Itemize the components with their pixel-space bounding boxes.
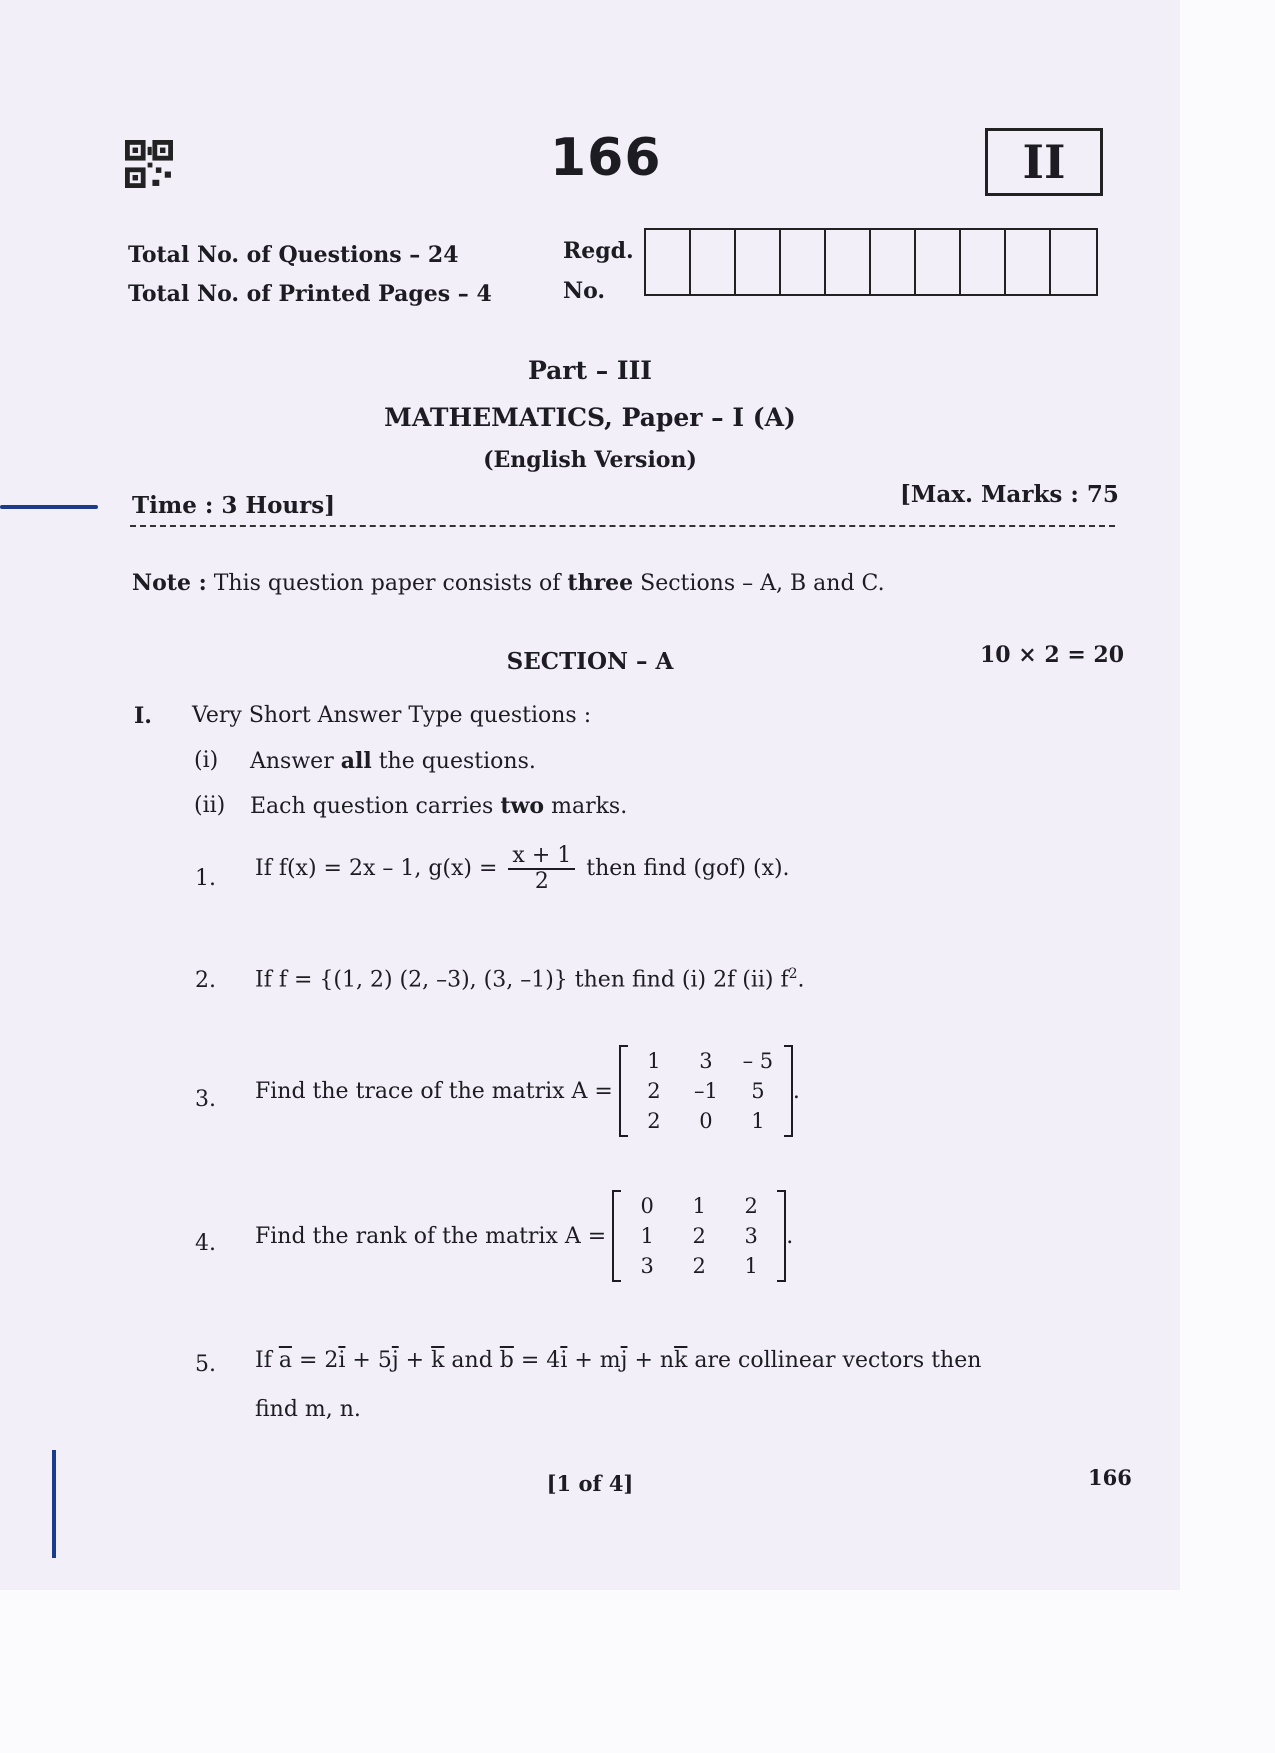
matrix: 0 1 2 1 2 3 3 2 1: [612, 1190, 786, 1282]
question-2: If f = {(1, 2) (2, –3), (3, –1)} then find (i) 2f (ii) $f^2$.: [255, 966, 805, 993]
note: [132, 570, 885, 596]
question-number: 2.: [195, 968, 216, 993]
section-marks: 10 × 2 = 20: [980, 642, 1125, 668]
registration-number-boxes[interactable]: [644, 228, 1098, 296]
question-group-number: I.: [134, 703, 152, 729]
paper-code: 166: [550, 128, 662, 188]
question-number: 4.: [195, 1231, 216, 1256]
reg-digit-box[interactable]: [691, 230, 736, 294]
note-label: Note :: [132, 570, 207, 596]
instruction-text: Each question carries two marks.: [250, 793, 628, 819]
instruction-text: Answer all the questions.: [250, 748, 536, 774]
question-number: 5.: [195, 1352, 216, 1377]
note-emphasis: three: [567, 570, 634, 596]
scan-ink-mark: [0, 505, 98, 509]
reg-digit-box[interactable]: [826, 230, 871, 294]
reg-digit-box[interactable]: [646, 230, 691, 294]
question-number: 1.: [195, 866, 216, 891]
part-title: Part – III: [527, 356, 653, 385]
note-text: This question paper consists of: [206, 571, 568, 596]
total-questions: Total No. of Questions – 24: [128, 242, 459, 268]
reg-digit-box[interactable]: [961, 230, 1006, 294]
question-group-heading: Very Short Answer Type questions :: [192, 703, 592, 728]
question-1: If f(x) = 2x – 1, g(x) = $\frac{x + 1}{2}$ then find (gof) (x).: [255, 843, 790, 894]
regd-label-line2: No.: [563, 278, 606, 304]
question-3: Find the trace of the matrix A = 1 3 – 5 2 –1 5 2 0 1 .: [255, 1045, 800, 1137]
set-number-box: II: [985, 128, 1103, 196]
scan-edge-mark: [52, 1450, 56, 1558]
question-5: If $\overline{a} = 2\overline{i} + 5\overline{j} + \overline{k}$ and $\overline{b} = 4\overline{i} + m\overline{j} + n\overline{k}$ are collinear vectors then: [255, 1348, 982, 1373]
reg-digit-box[interactable]: [1006, 230, 1051, 294]
matrix: 1 3 – 5 2 –1 5 2 0 1: [619, 1045, 793, 1137]
question-number: 3.: [195, 1087, 216, 1112]
total-pages: Total No. of Printed Pages – 4: [128, 281, 492, 307]
section-title: SECTION – A: [506, 648, 674, 675]
qr-code-icon: [125, 140, 173, 188]
max-marks: [Max. Marks : 75: [900, 481, 1119, 508]
reg-digit-box[interactable]: [916, 230, 961, 294]
fraction: $\frac{x + 1}{2}$: [508, 844, 575, 894]
note-text-end: Sections – A, B and C.: [633, 571, 885, 596]
instruction-number: (ii): [194, 793, 226, 818]
time-allowed: Time : 3 Hours]: [132, 492, 336, 519]
footer-paper-code: 166: [1088, 1465, 1132, 1490]
instruction-number: (i): [194, 748, 219, 773]
subject-title: MATHEMATICS, Paper – I (A): [384, 403, 796, 432]
reg-digit-box[interactable]: [781, 230, 826, 294]
question-4: Find the rank of the matrix A = 0 1 2 1 2 3 3 2 1 .: [255, 1190, 793, 1282]
regd-label-line1: Regd.: [563, 238, 634, 264]
version-label: (English Version): [483, 447, 697, 473]
page-indicator: [1 of 4]: [546, 1471, 634, 1496]
question-5-continued: find m, n.: [255, 1397, 361, 1422]
reg-digit-box[interactable]: [871, 230, 916, 294]
reg-digit-box[interactable]: [736, 230, 781, 294]
reg-digit-box[interactable]: [1051, 230, 1096, 294]
header-divider: [130, 525, 1115, 527]
